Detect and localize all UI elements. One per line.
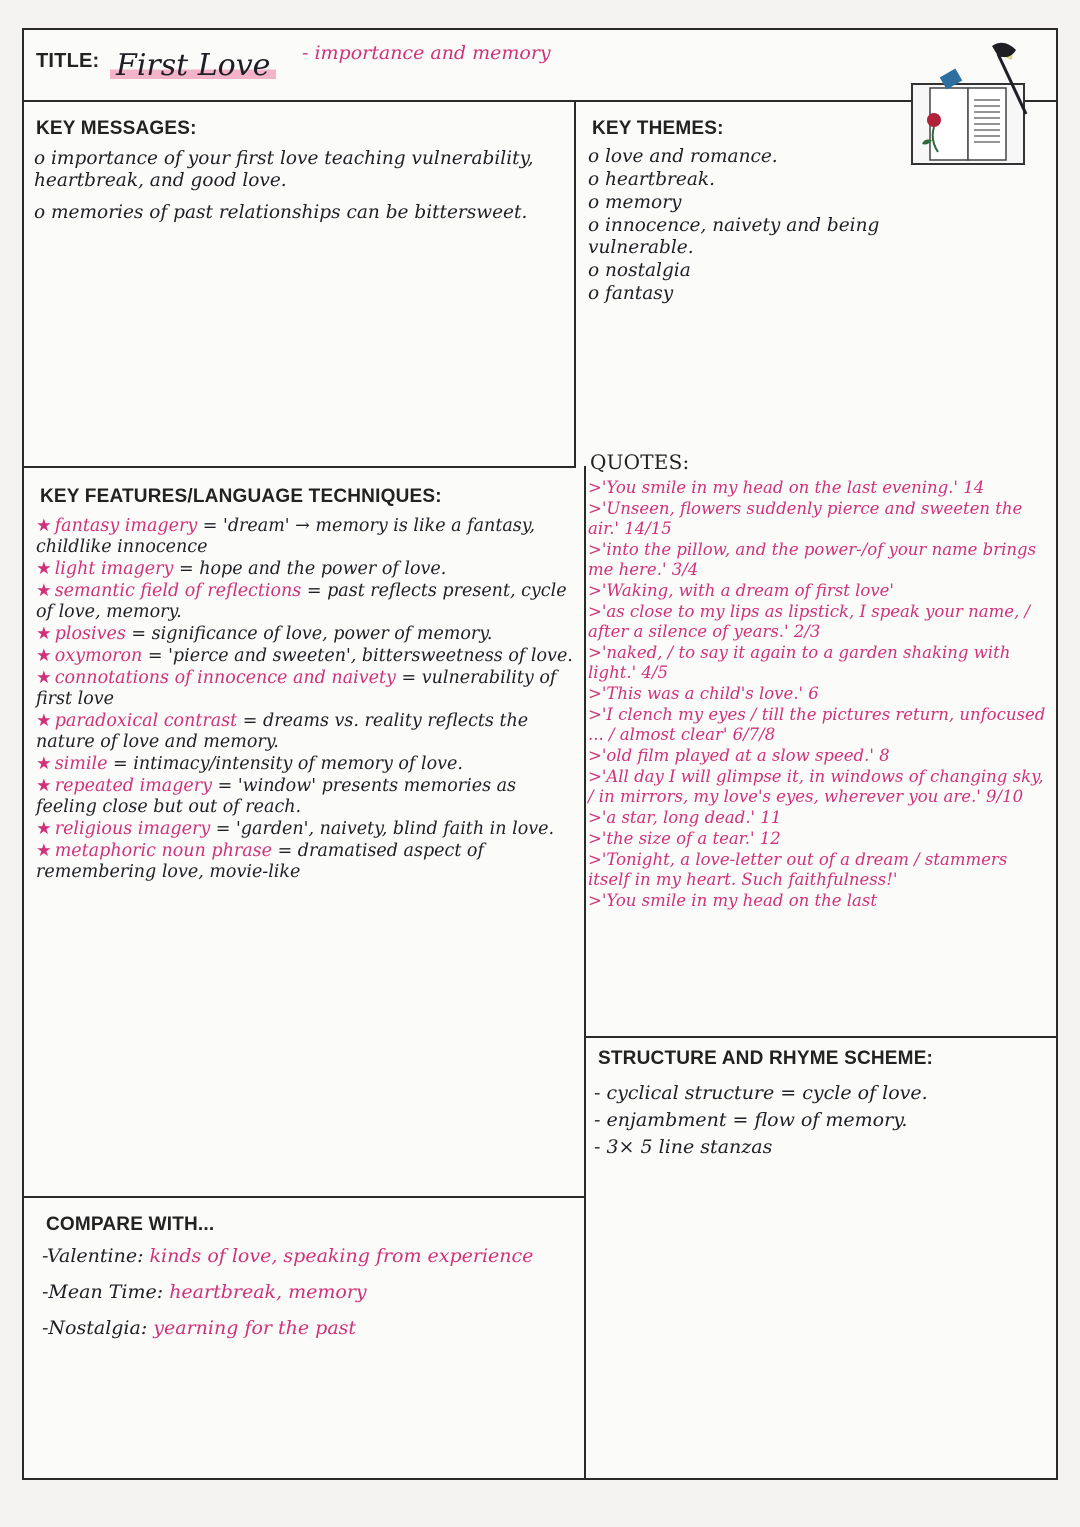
- structure-item: - enjambment = flow of memory.: [594, 1109, 908, 1131]
- feature-item: [36, 668, 576, 710]
- key-themes-list: [588, 146, 918, 306]
- structure-label: STRUCTURE AND RHYME SCHEME:: [598, 1048, 934, 1069]
- compare-item: [42, 1244, 582, 1268]
- feature-desc: = 'window' presents memories as feeling close but out of reach.: [36, 776, 517, 817]
- feature-item: [36, 841, 576, 883]
- compare-poem: -Mean Time:: [42, 1281, 164, 1303]
- feature-term: fantasy imagery: [54, 516, 198, 536]
- quote-item: >'Waking, with a dream of first love': [588, 581, 894, 600]
- feature-term: oxymoron: [54, 646, 143, 666]
- key-message-item: o memories of past relationships can be bittersweet.: [34, 202, 528, 223]
- star-icon: ★: [36, 668, 52, 688]
- feature-term: semantic field of reflections: [54, 581, 302, 601]
- feature-desc: = hope and the power of love.: [178, 559, 447, 579]
- quote-item: >'the size of a tear.' 12: [588, 829, 781, 848]
- key-theme-item: o nostalgia: [588, 260, 691, 281]
- title-label: TITLE:: [36, 50, 100, 72]
- feature-term: light imagery: [54, 559, 174, 579]
- divider-top-center: [574, 100, 576, 468]
- quotes-list: [588, 478, 1048, 912]
- star-icon: ★: [36, 776, 52, 796]
- quote-item: >'Tonight, a love-letter out of a dream / stammers itself in my heart. Such faithfulness!': [588, 850, 1008, 889]
- quote-item: >'naked, / to say it again to a garden shaking with light.' 4/5: [588, 643, 1011, 682]
- star-icon: ★: [36, 711, 52, 731]
- book-quill-icon: [904, 36, 1044, 168]
- divider-features-top: [22, 466, 576, 468]
- feature-item: [36, 559, 576, 580]
- star-icon: ★: [36, 516, 52, 536]
- feature-desc: = intimacy/intensity of memory of love.: [113, 754, 463, 774]
- feature-item: [36, 516, 576, 558]
- divider-title: [22, 100, 1058, 102]
- feature-term: religious imagery: [54, 819, 211, 839]
- quote-item: >'You smile in my head on the last: [588, 891, 877, 910]
- compare-note: yearning for the past: [153, 1317, 357, 1339]
- star-icon: ★: [36, 841, 52, 861]
- quote-item: >'into the pillow, and the power-/of your name brings me here.' 3/4: [588, 540, 1037, 579]
- feature-item: [36, 711, 576, 753]
- key-features-label: KEY FEATURES/LANGUAGE TECHNIQUES:: [40, 486, 442, 507]
- key-messages-list: [34, 148, 564, 225]
- key-message-item: o importance of your first love teaching vulnerability, heartbreak, and good love.: [34, 148, 534, 191]
- poem-title: First Love: [110, 48, 276, 83]
- feature-desc: = dramatised aspect of remembering love, movie-like: [36, 841, 484, 882]
- star-icon: ★: [36, 819, 52, 839]
- feature-desc: = dreams vs. reality reflects the nature of love and memory.: [36, 711, 529, 752]
- quote-item: >'This was a child's love.' 6: [588, 684, 819, 703]
- feature-term: connotations of innocence and naivety: [54, 668, 396, 688]
- feature-term: metaphoric noun phrase: [54, 841, 272, 861]
- key-messages-label: KEY MESSAGES:: [36, 118, 197, 139]
- feature-desc: = 'dream' → memory is like a fantasy, childlike innocence: [36, 516, 535, 557]
- divider-compare-top: [22, 1196, 586, 1198]
- feature-term: simile: [54, 754, 108, 774]
- feature-term: plosives: [54, 624, 126, 644]
- feature-item: [36, 581, 576, 623]
- feature-desc: = significance of love, power of memory.: [131, 624, 493, 644]
- key-theme-item: o love and romance.: [588, 146, 778, 167]
- compare-note: heartbreak, memory: [169, 1281, 367, 1303]
- star-icon: ★: [36, 624, 52, 644]
- feature-term: paradoxical contrast: [54, 711, 238, 731]
- compare-item: [42, 1280, 582, 1304]
- key-features-list: [36, 516, 576, 884]
- compare-list: [42, 1244, 582, 1341]
- quote-item: >'All day I will glimpse it, in windows of changing sky, / in mirrors, my love's eyes, wherever you are.' 9/10: [588, 767, 1044, 806]
- compare-note: kinds of love, speaking from experience: [149, 1245, 534, 1267]
- structure-item: - cyclical structure = cycle of love.: [594, 1082, 928, 1104]
- key-themes-label: KEY THEMES:: [592, 118, 724, 139]
- quote-item: >'Unseen, flowers suddenly pierce and sweeten the air.' 14/15: [588, 499, 1023, 538]
- quote-item: >'a star, long dead.' 11: [588, 808, 782, 827]
- key-theme-item: o innocence, naivety and being vulnerable.: [588, 215, 880, 258]
- star-icon: ★: [36, 559, 52, 579]
- poem-subtitle: - importance and memory: [302, 42, 551, 64]
- feature-desc: = 'pierce and sweeten', bittersweetness of love.: [147, 646, 573, 666]
- compare-poem: -Nostalgia:: [42, 1317, 148, 1339]
- divider-main-center: [584, 466, 586, 1478]
- quote-item: >'You smile in my head on the last evening.' 14: [588, 478, 985, 497]
- star-icon: ★: [36, 581, 52, 601]
- feature-desc: = 'garden', naivety, blind faith in love.: [215, 819, 555, 839]
- quote-item: >'old film played at a slow speed.' 8: [588, 746, 890, 765]
- star-icon: ★: [36, 646, 52, 666]
- feature-item: [36, 754, 576, 775]
- key-theme-item: o heartbreak.: [588, 169, 715, 190]
- quote-item: >'as close to my lips as lipstick, I speak your name, / after a silence of years.' 2/3: [588, 602, 1031, 641]
- key-theme-item: o memory: [588, 192, 682, 213]
- feature-term: repeated imagery: [54, 776, 213, 796]
- compare-item: [42, 1316, 582, 1340]
- feature-item: [36, 819, 576, 840]
- divider-structure-top: [584, 1036, 1058, 1038]
- structure-item: - 3× 5 line stanzas: [594, 1136, 773, 1158]
- compare-label: COMPARE WITH...: [46, 1214, 215, 1235]
- key-theme-item: o fantasy: [588, 283, 674, 304]
- feature-desc: = past reflects present, cycle of love, memory.: [36, 581, 567, 622]
- quote-item: >'I clench my eyes / till the pictures return, unfocused ... / almost clear' 6/7/8: [588, 705, 1046, 744]
- feature-desc: = vulnerability of first love: [36, 668, 557, 709]
- feature-item: [36, 624, 576, 645]
- quotes-label: QUOTES:: [590, 450, 690, 474]
- star-icon: ★: [36, 754, 52, 774]
- feature-item: [36, 776, 576, 818]
- feature-item: [36, 646, 576, 667]
- compare-poem: -Valentine:: [42, 1245, 144, 1267]
- structure-list: [594, 1080, 1034, 1161]
